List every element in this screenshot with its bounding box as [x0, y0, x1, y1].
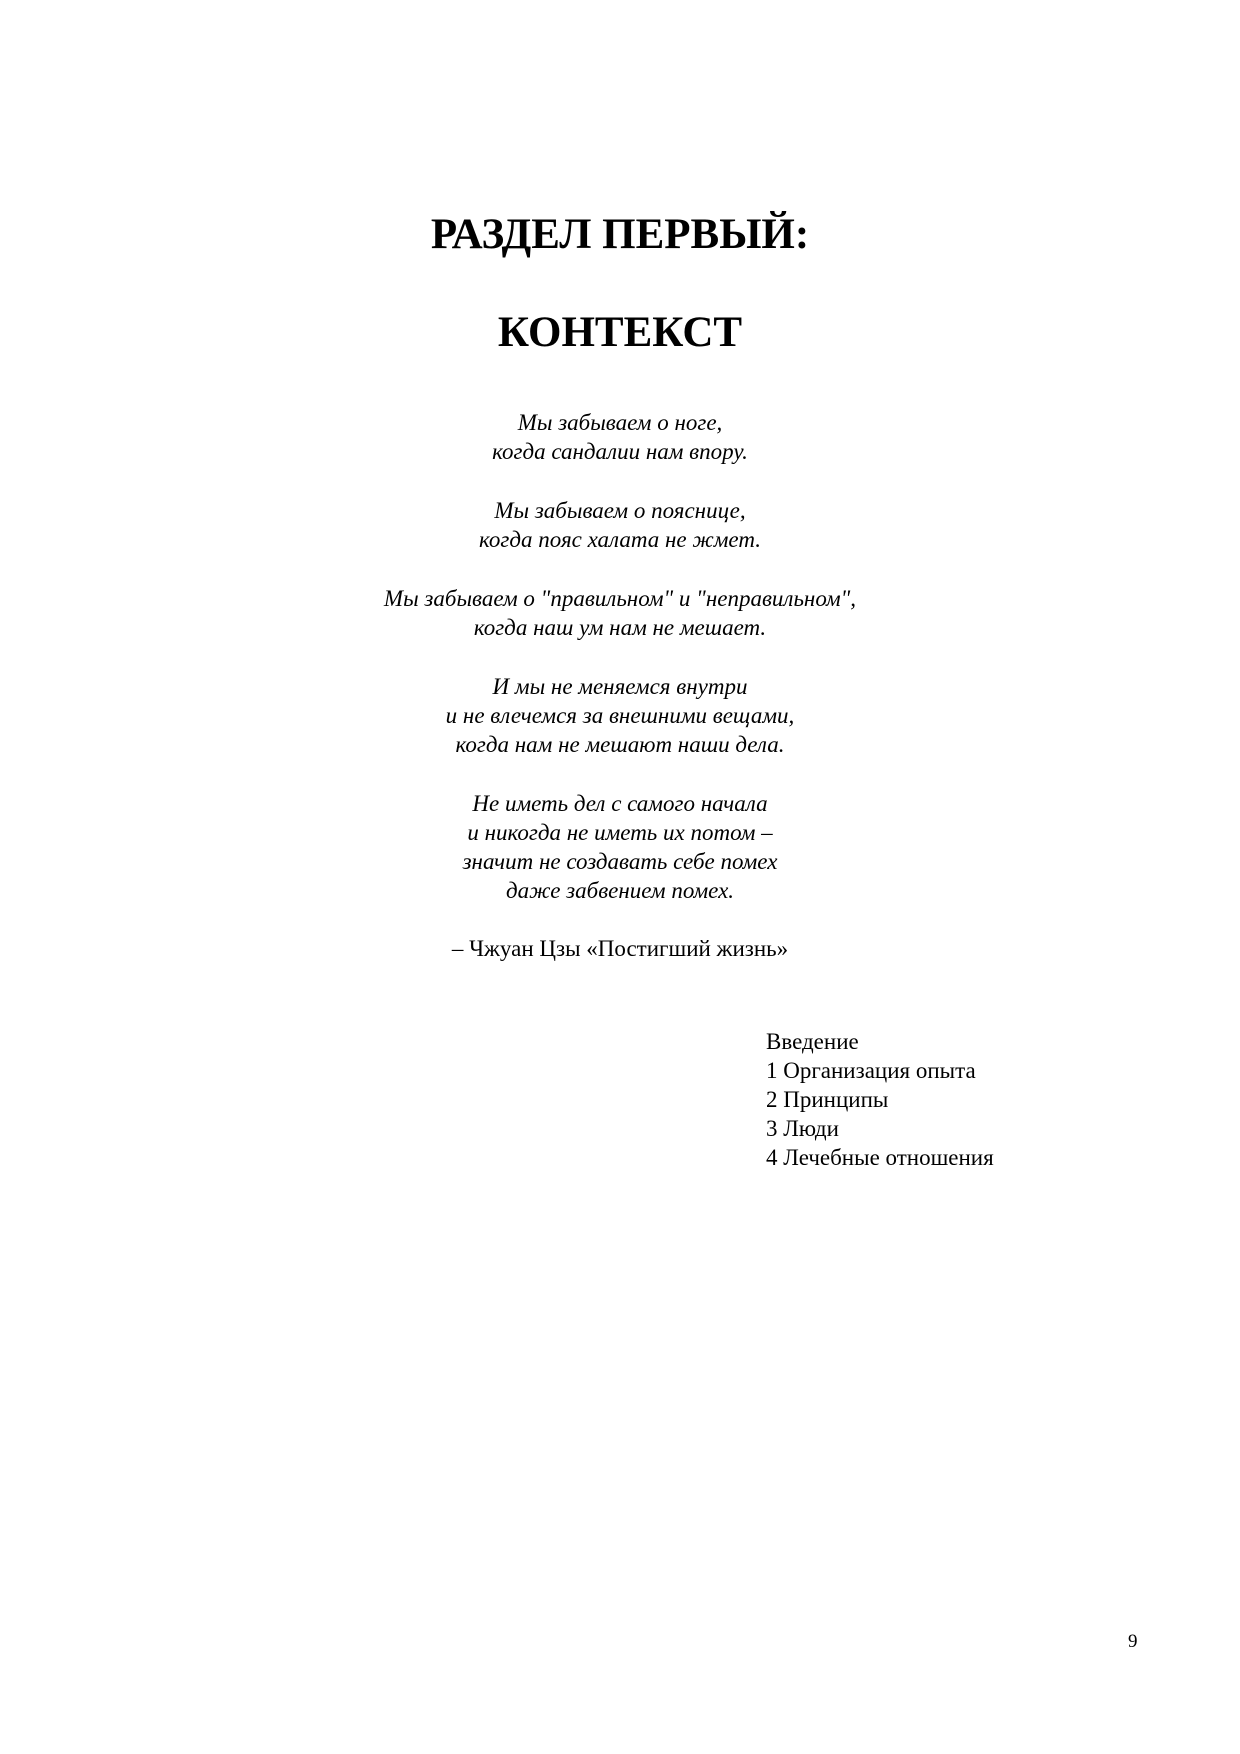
contents-item: 4 Лечебные отношения	[766, 1145, 994, 1170]
epigraph-line: когда нам не мешают наши дела.	[455, 732, 785, 757]
section-contents-list	[766, 1027, 994, 1172]
contents-item: 3 Люди	[766, 1116, 839, 1141]
epigraph-stanza-4	[0, 672, 1240, 759]
epigraph-stanza-2	[0, 496, 1240, 554]
epigraph-line: когда сандалии нам впору.	[492, 439, 748, 464]
epigraph-stanza-5	[0, 789, 1240, 905]
contents-item: 1 Организация опыта	[766, 1058, 976, 1083]
epigraph-stanza-1	[0, 408, 1240, 466]
epigraph	[0, 408, 1240, 935]
epigraph-line: когда пояс халата не жмет.	[479, 527, 761, 552]
epigraph-line: когда наш ум нам не мешает.	[473, 615, 767, 640]
section-heading-line2: КОНТЕКСТ	[497, 309, 743, 356]
epigraph-line: Мы забываем о пояснице,	[494, 498, 746, 523]
epigraph-line: И мы не меняемся внутри	[492, 674, 748, 699]
epigraph-line: и никогда не иметь их потом –	[467, 820, 773, 845]
epigraph-stanza-3	[0, 584, 1240, 642]
epigraph-line: значит не создавать себе помех	[462, 849, 778, 874]
epigraph-line: Мы забываем о ноге,	[517, 410, 723, 435]
page-number: 9	[1128, 1631, 1138, 1652]
section-heading-line1: РАЗДЕЛ ПЕРВЫЙ:	[430, 211, 810, 258]
contents-item: 2 Принципы	[766, 1087, 889, 1112]
epigraph-line: даже забвением помех.	[505, 878, 735, 903]
contents-item: Введение	[766, 1029, 859, 1054]
epigraph-attribution: – Чжуан Цзы «Постигший жизнь»	[451, 936, 789, 961]
epigraph-line: Мы забываем о "правильном" и "неправильном",	[383, 586, 857, 611]
epigraph-line: и не влечемся за внешними вещами,	[445, 703, 795, 728]
epigraph-line: Не иметь дел с самого начала	[472, 791, 768, 816]
